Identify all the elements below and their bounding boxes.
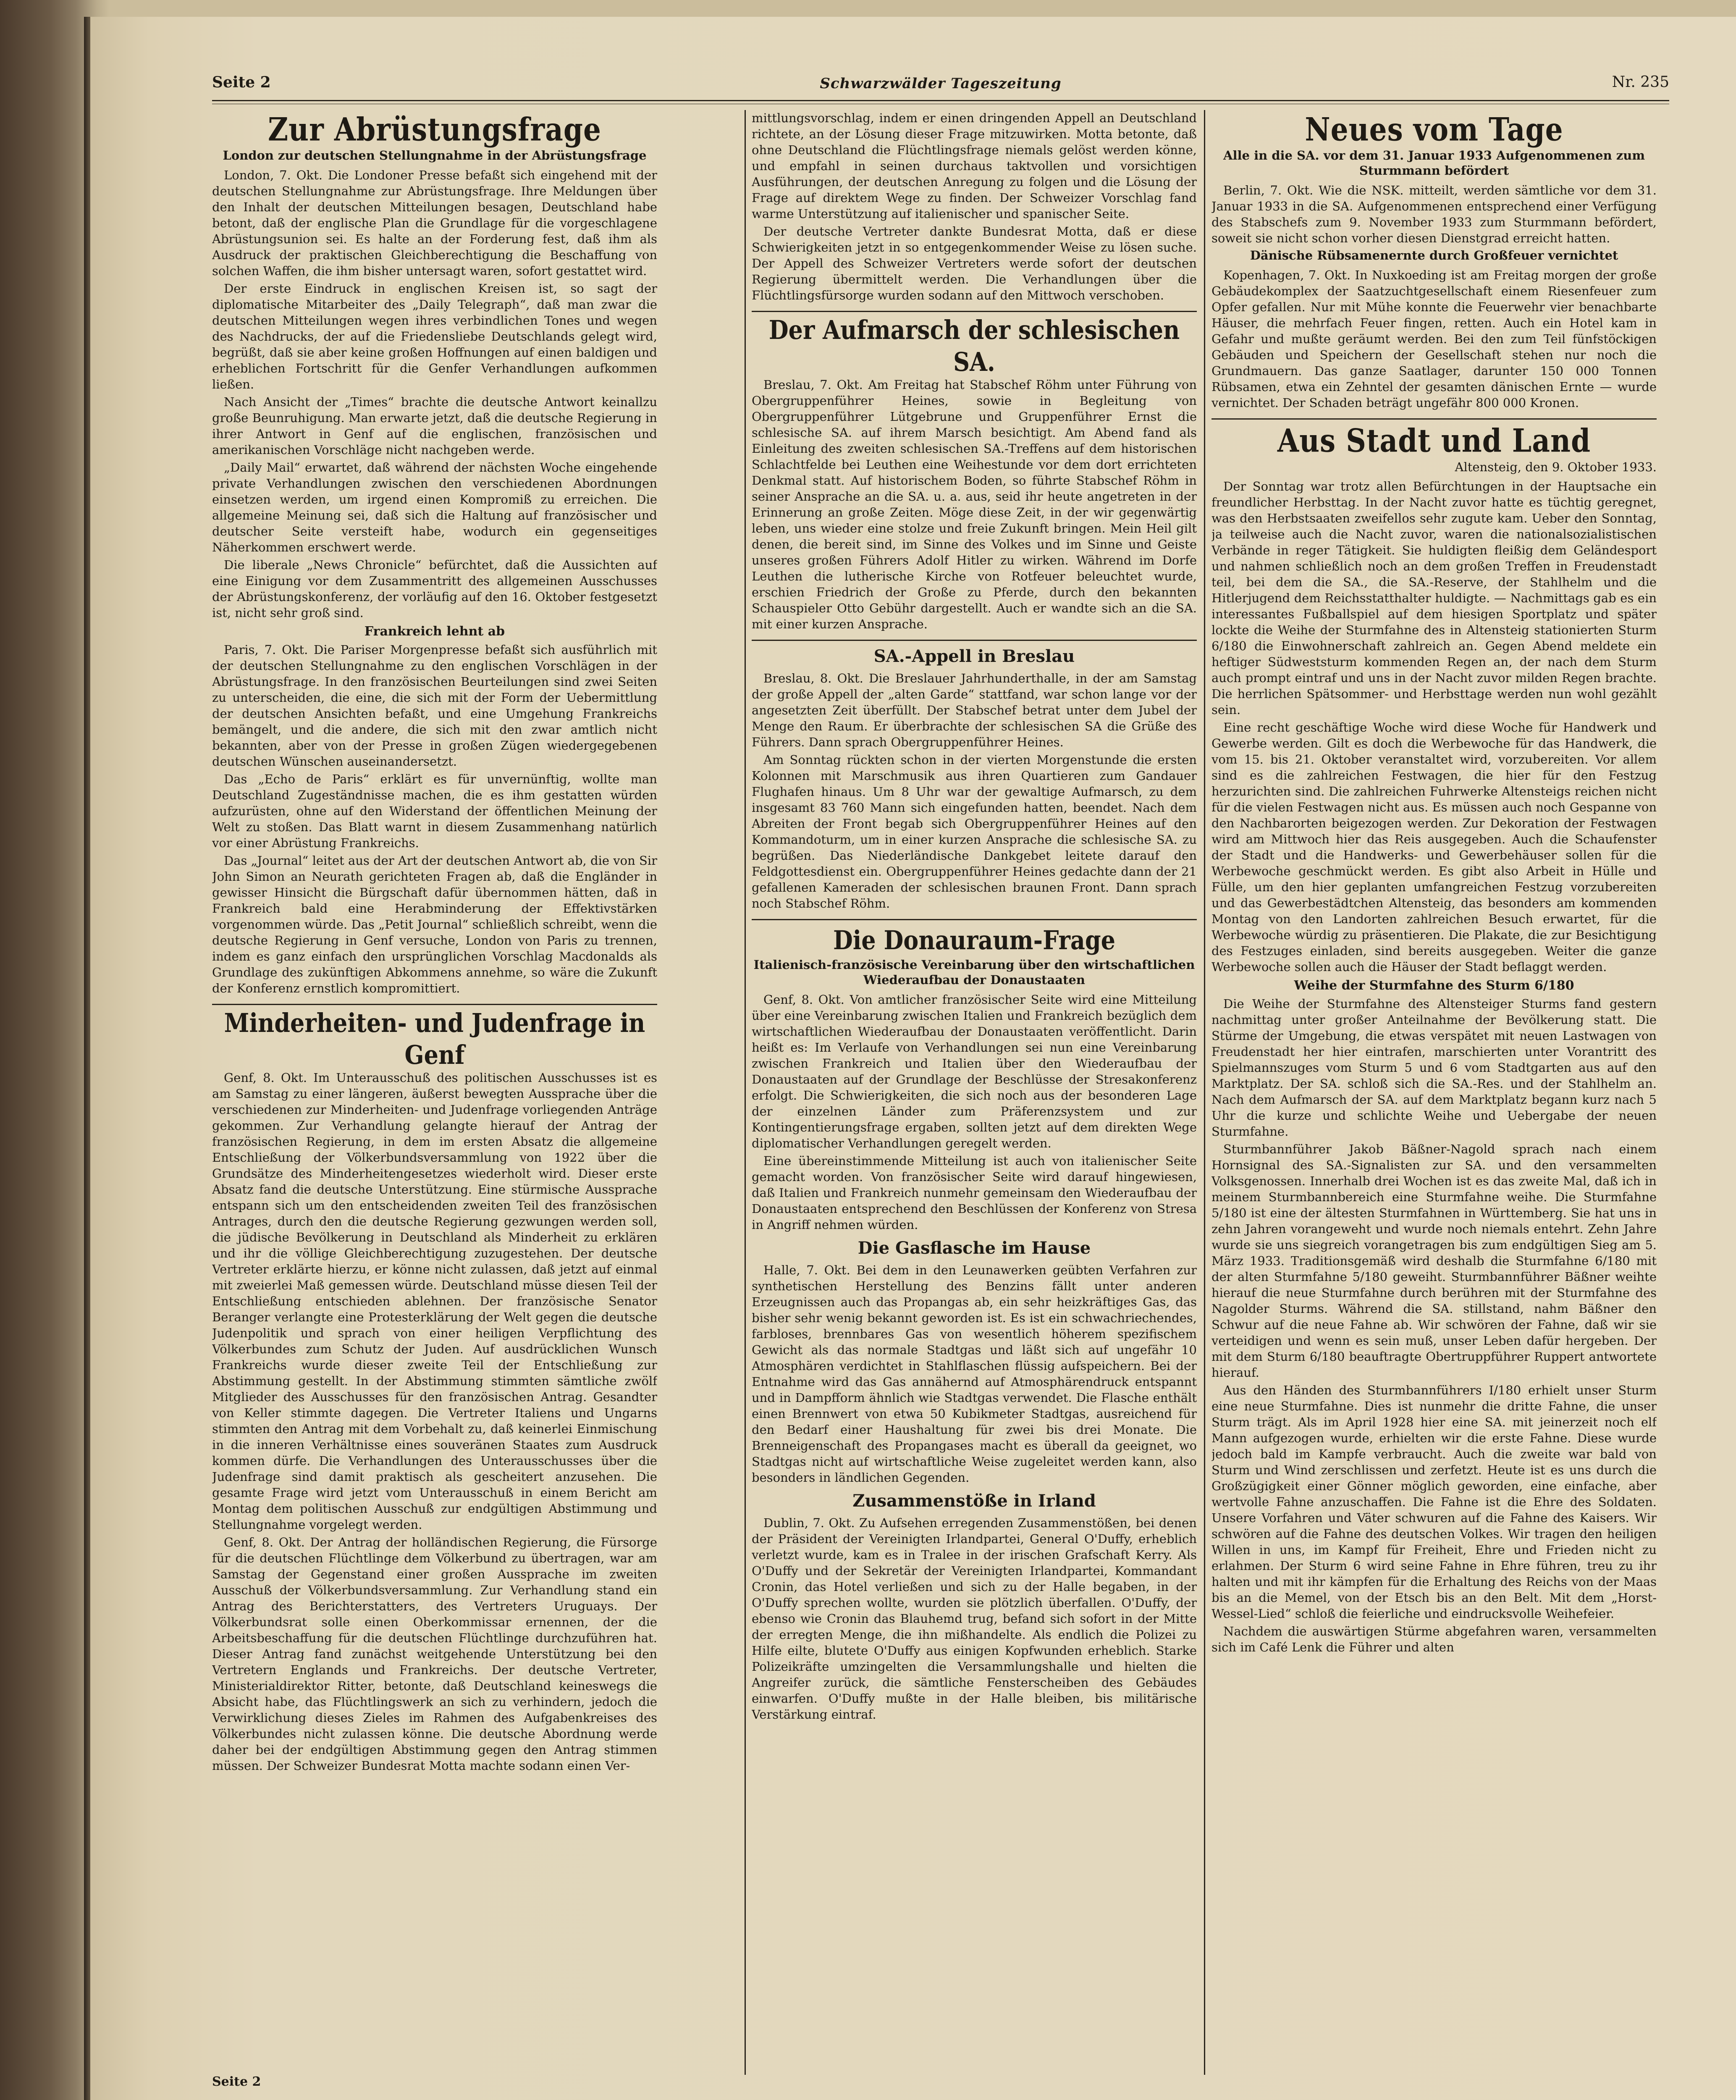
article-paragraph: Breslau, 8. Okt. Die Breslauer Jahrhunderthalle, in der am Samstag der große Appell der „alten Garde“ stattfand, war schon lange vor der angesetzten Zeit überfüllt. Der Stabschef betrat unter dem Jubel der Menge den Raum. Er überbrachte der schlesischen SA die Grüße des Führers. Dann sprach Obergruppenführer Heines.	[752, 671, 1197, 749]
column-2	[752, 110, 1197, 2077]
article-headline: Zur Abrüstungsfrage	[267, 110, 602, 148]
article-subheadline: Alle in die SA. vor dem 31. Januar 1933 Aufgenommenen zum Sturmmann befördert	[1223, 148, 1645, 178]
article-paragraph: Aus den Händen des Sturmbannführers I/180 erhielt unser Sturm eine neue Sturmfahne. Dies ist nunmehr die dritte Fahne, die unser Sturm trägt. Als im April 1928 hier eine SA. mit jeinerzeit noch elf Mann aufgezogen wurde, erhielten wir die erste Fahne. Diese wurde jedoch bald im Kampfe verbraucht. Auch die zweite war bald von Sturm und Wind zerschlissen und zerfetzt. Heute ist es uns durch die Großzügigkeit einer Gönner möglich geworden, eine einfache, aber wertvolle Fahne anzuschaffen. Die Fahne ist die Ehre des Soldaten. Unsere Vorfahren und Väter schwuren auf die Fahne des Kaisers. Wir schwören auf die Fahne des deutschen Volkes. Wir tragen den heiligen Willen in uns, im Kampf für Freiheit, Ehre und Frieden nicht zu erlahmen. Der Sturm 6 wird seine Fahne in Ehre führen, treu zu ihr halten und mit ihr kämpfen für die Erhaltung des Reichs von der Maas bis an die Memel, von der Etsch bis an den Belt. Mit dem „Horst-Wessel-Lied“ schloß die feierliche und eindrucksvolle Weihefeier.	[1212, 1383, 1657, 1621]
dateline-place: Altensteig, den 9. Oktober 1933.	[1455, 460, 1657, 474]
article-divider	[212, 1004, 657, 1005]
section-heading: Weihe der Sturmfahne des Sturm 6/180	[1294, 978, 1574, 993]
article-paragraph: Das „Echo de Paris“ erklärt es für unvernünftig, wollte man Deutschland Zugeständnisse machen, die es ihm gestatten würden aufzurüsten, ohne auf den Widerstand der öffentlichen Meinung der Welt zu stoßen. Das Blatt warnt in diesem Zusammenhang natürlich vor einer Abrüstung Frankreichs.	[212, 772, 657, 850]
article-paragraph: Genf, 8. Okt. Der Antrag der holländischen Regierung, die Fürsorge für die deutschen Flüchtlinge dem Völkerbund zu übertragen, war am Samstag der Gegenstand einer großen Aussprache im zweiten Ausschuß der Völkerbundsversammlung. Zur Verhandlung stand ein Antrag des Berichterstatters, des Vertreters Uruguays. Der Völkerbundsrat solle einen Oberkommissar ernennen, der die Arbeitsbeschaffung für die deutschen Flüchtlinge durchzuführen hat. Dieser Antrag fand zunächst weitgehende Unterstützung bei den Vertretern Englands und Frankreichs. Der deutsche Vertreter, Ministerialdirektor Ritter, betonte, daß Deutschland keineswegs die Absicht habe, das Flüchtlingswerk an sich zu verhindern, jedoch die Verwirklichung dieses Zieles im Rahmen des Aufgabenkreises des Völkerbundes nicht zulassen könne. Die deutsche Abordnung werde daher bei der endgültigen Abstimmung gegen den Antrag stimmen müssen. Der Schweizer Bundesrat Motta machte sodann einen Ver-	[212, 1535, 657, 1773]
article-divider	[752, 311, 1197, 312]
article-subheadline: London zur deutschen Stellungnahme in der Abrüstungsfrage	[223, 148, 647, 163]
article-paragraph: Dublin, 7. Okt. Zu Aufsehen erregenden Zusammenstößen, bei denen der Präsident der Vereinigten Irlandpartei, General O'Duffy, erheblich verletzt wurde, kam es in Tralee in der irischen Grafschaft Kerry. Als O'Duffy und der Sekretär der Vereinigten Irlandpartei, Kommandant Cronin, das Hotel verließen und sich zu der Halle begaben, in der O'Duffy sprechen wollte, wurden sie plötzlich überfallen. O'Duffy, der ebenso wie Cronin das Blauhemd trug, befand sich sofort in der Mitte der erregten Menge, die ihn mißhandelte. Als endlich die Polizei zu Hilfe eilte, blutete O'Duffy aus einigen Kopfwunden erheblich. Starke Polizeikräfte umzingelten die Versammlungshalle und hielten die Angreifer zurück, die sämtliche Fensterscheiben des Gebäudes einwarfen. O'Duffy mußte in der Halle bleiben, bis militärische Verstärkung eintraf.	[752, 1516, 1197, 1722]
column-3	[1212, 110, 1657, 2077]
newspaper-name: Schwarzwälder Tageszeitung	[820, 75, 1062, 92]
issue-number: Nr. 235	[1612, 74, 1669, 91]
article-paragraph: „Daily Mail“ erwartet, daß während der nächsten Woche eingehende private Verhandlungen zwischen den verschiedenen Abordnungen einsetzen werden, um irgend einen Kompromiß zu erreichen. Die allgemeine Meinung sei, daß sich die Haltung auf französischer und deutscher Seite versteift habe, wodurch ein gegenseitiges Näherkommen erschwert werde.	[212, 460, 657, 554]
section-heading: Frankreich lehnt ab	[364, 624, 505, 639]
article-paragraph: Breslau, 7. Okt. Am Freitag hat Stabschef Röhm unter Führung von Obergruppenführer Heines, sowie in Begleitung von Obergruppenführer Lütgebrune und Gruppenführer Ernst die schlesische SA. auf ihrem Marsch besichtigt. Am Abend fand als Einleitung des zweiten schlesischen SA.-Treffens auf dem historischen Schlachtfelde bei Leuthen eine Weihestunde vor dem dort errichteten Denkmal statt. Auf historischem Boden, so führte Stabschef Röhm in seiner Ansprache an die SA. u. a. aus, seid ihr heute angetreten in der Erinnerung an große Zeiten. Möge diese Zeit, in der wir gegenwärtig leben, uns wieder eine stolze und freie Zukunft bringen. Mein Heil gilt denen, die bereit sind, im Sinne des Volkes und im Sinne und Geiste unseres großen Führers Adolf Hitler zu wirken. Während im Dorfe Leuthen die lutherische Kirche von Rotfeuer beleuchtet wurde, erschien Friedrich der Große zu Pferde, durch den bekannten Schauspieler Otto Gebühr dargestellt. Auch er wandte sich an die SA. mit einer kurzen Ansprache.	[752, 378, 1197, 631]
column-divider	[1204, 110, 1205, 2075]
article-paragraph: Nachdem die auswärtigen Stürme abgefahren waren, versammelten sich im Café Lenk die Führer und alten	[1212, 1624, 1657, 1654]
article-paragraph: Der Sonntag war trotz allen Befürchtungen in der Hauptsache ein freundlicher Herbsttag. In der Nacht zuvor hatte es tüchtig geregnet, was den Herbstsaaten zweifellos sehr zugute kam. Ueber den Sonntag, ja teilweise auch die Nacht zuvor, waren die nationalsozialistischen Verbände in reger Tätigkeit. Sie huldigten fleißig dem Geländesport und nahmen schließlich noch an dem großen Treffen in Freudenstadt teil, bei dem die SA., die SA.-Reserve, der Stahlhelm und die Hitlerjugend dem Reichsstatthalter huldigte. — Nachmittags gab es ein interessantes Fußballspiel auf dem hiesigen Sportplatz und später lockte die Weihe der Sturmfahne des in Altensteig stationierten Sturm 6/180 die Einwohnerschaft zahlreich an. Gegen Abend meldete ein heftiger Südweststurm kommenden Regen an, der nach dem Sturm auch prompt eintraf und uns in der Nacht zuvor milden Regen brachte. Die herrlichen Spätsommer- und Herbsttage werden nun wohl gezählt sein.	[1212, 479, 1657, 717]
footer-page-number: Seite 2	[212, 2074, 261, 2089]
article-paragraph: Halle, 7. Okt. Bei dem in den Leunawerken geübten Verfahren zur synthetischen Herstellung des Benzins fällt unter anderen Erzeugnissen auch das Propangas ab, ein sehr heizkräftiges Gas, das bisher sehr wenig bekannt geworden ist. Es ist ein schwachriechendes, farbloses, brennbares Gas von wesentlich höherem spezifischem Gewicht als das normale Stadtgas und läßt sich auf ungefähr 10 Atmosphären verdichtet in Stahlflaschen flüssig aufspeichern. Bei der Entnahme wird das Gas annähernd auf Atmosphärendruck entspannt und in Dampfform ähnlich wie Stadtgas verwendet. Die Flasche enthält einen Brennwert von etwa 50 Kubikmeter Stadtgas, ausreichend für den Bedarf einer Haushaltung für zwei bis drei Monate. Die Brenneigenschaft des Propangases macht es überall da geeignet, wo Stadtgas nicht auf wirtschaftliche Weise zugeleitet werden kann, also besonders in ländlichen Gegenden.	[752, 1263, 1197, 1485]
article-paragraph: Am Sonntag rückten schon in der vierten Morgenstunde die ersten Kolonnen mit Marschmusik aus ihren Quartieren zum Gandauer Flughafen hinaus. Um 8 Uhr war der gewaltige Aufmarsch, zu dem insgesamt 83 760 Mann sich eingefunden hatten, beendet. Nach dem Abreiten der Front begab sich Obergruppenführer Heines auf den Kommandoturm, um in einer kurzen Ansprache die schlesische SA. zu begrüßen. Das Niederländische Dankgebet leitete darauf den Feldgottesdienst ein. Obergruppenführer Heines gedachte dann der 21 gefallenen Kameraden der schlesischen braunen Front. Dann sprach noch Stabschef Röhm.	[752, 753, 1197, 911]
article-paragraph: Der deutsche Vertreter dankte Bundesrat Motta, daß er diese Schwierigkeiten jetzt in so entgegenkommender Weise zu lösen suche. Der Appell des Schweizer Vertreters werde sofort der deutschen Regierung übermittelt werden. Die Verhandlungen über die Flüchtlingsfürsorge wurden sodann auf den Mittwoch verschoben.	[752, 224, 1197, 302]
article-paragraph: Die Weihe der Sturmfahne des Altensteiger Sturms fand gestern nachmittag unter großer Anteilnahme der Bevölkerung statt. Die Stürme der Umgebung, die etwas verspätet mit neuen Lastwagen von Freudenstadt her hier eintrafen, marschierten unter Vorantritt des Spielmannszuges vom Sturm 5 und 6 vom Stadtgarten aus auf den Marktplatz. Der SA. schloß sich die SA.-Res. und der Stahlhelm an. Nach dem Aufmarsch der SA. auf dem Marktplatz begann kurz nach 5 Uhr die kurze und schlichte Weihe und Uebergabe der neuen Sturmfahne.	[1212, 997, 1657, 1139]
article-paragraph: Die liberale „News Chronicle“ befürchtet, daß die Aussichten auf eine Einigung vor dem Zusammentritt des allgemeinen Ausschusses der Abrüstungskonferenz, der vorläufig auf den 16. Oktober festgesetzt ist, nicht sehr groß sind.	[212, 558, 657, 620]
section-headline: Neues vom Tage	[1305, 110, 1563, 148]
page-number: Seite 2	[212, 74, 271, 91]
column-divider	[745, 110, 746, 2075]
article-paragraph: Genf, 8. Okt. Von amtlicher französischer Seite wird eine Mitteilung über eine Vereinbarung zwischen Italien und Frankreich bezüglich dem wirtschaftlichen Wiederaufbau der Donaustaaten veröffentlicht. Darin heißt es: Im Verlaufe von Verhandlungen sei nun eine Vereinbarung zwischen Frankreich und Italien über den Wiederaufbau der Donaustaaten auf der Grundlage der Beschlüsse der Stresakonferenz erfolgt. Die Schwierigkeiten, die sich noch aus der besonderen Lage der einzelnen Länder zum Präferenzsystem und zur Kontingentierungsfrage ergaben, sollten jetzt auf dem direkten Wege diplomatischer Verhandlungen geregelt werden.	[752, 992, 1197, 1150]
article-paragraph: Genf, 8. Okt. Im Unterausschuß des politischen Ausschusses ist es am Samstag zu einer längeren, äußerst bewegten Aussprache über die verschiedenen zur Minderheiten- und Judenfrage vorliegenden Anträge gekommen. Zur Verhandlung gelangte hierauf der Antrag der französischen Regierung, in dem im ersten Absatz die allgemeine Entschließung der Völkerbundsversammlung von 1922 über die Grundsätze des Minderheitengesetzes wiederholt wird. Dieser erste Absatz fand die deutsche Unterstützung. Eine stürmische Aussprache entspann sich um den entscheidenden zweiten Teil des französischen Antrages, durch den die deutsche Regierung gezwungen werden soll, die jüdische Bevölkerung in Deutschland als Minderheit zu erklären und ihr die völlige Gleichberechtigung zuzugestehen. Der deutsche Vertreter erklärte hierzu, er könne nicht zulassen, daß jetzt auf einmal mit zweierlei Maß gemessen würde. Deutschland müsse diesen Teil der Entschließung entschieden ablehnen. Der französische Senator Beranger verlangte eine Protesterklärung der Welt gegen die deutsche Judenpolitik und sprach von einer heiligen Verpflichtung des Völkerbundes zum Schutz der Juden. Auf ausdrücklichen Wunsch Frankreichs wurde dieser zweite Teil der Entschließung zur Abstimmung gestellt. In der Abstimmung stimmten sämtliche zwölf Mitglieder des Ausschusses für den französischen Antrag. Gesandter von Keller stimmte dagegen. Die Vertreter Italiens und Ungarns stimmten den Antrag mit dem Vorbehalt zu, daß keinerlei Einmischung in die inneren Verhältnisse eines souveränen Staates zum Ausdruck kommen dürfe. Die Verhandlungen des Unterausschusses über die Judenfrage sind damit praktisch als gescheitert anzusehen. Die gesamte Frage wird jetzt vom Unterausschuß in einem Bericht am Montag dem politischen Ausschuß zur endgültigen Abstimmung und Stellungnahme vorgelegt werden.	[212, 1071, 657, 1532]
article-paragraph: Paris, 7. Okt. Die Pariser Morgenpresse befaßt sich ausführlich mit der deutschen Stellungnahme zu den englischen Vorschlägen in der Abrüstungsfrage. In den französischen Beurteilungen sind zwei Seiten zu unterscheiden, die eine, die sich mit der Form der Uebermittlung der deutschen Ansichten befaßt, und eine Umgehung Frankreichs bemängelt, und die andere, die sich mit den zwar amtlich nicht bekannten, aber von der Presse in großen Zügen wiedergegebenen deutschen Wünschen auseinandersetzt.	[212, 643, 657, 769]
header-rule	[212, 100, 1669, 104]
section-headline: Aus Stadt und Land	[1277, 422, 1591, 459]
page-header	[212, 74, 1669, 103]
article-paragraph: Berlin, 7. Okt. Wie die NSK. mitteilt, werden sämtliche vor dem 31. Januar 1933 in die SA. Aufgenommenen entsprechend einer Verfügung des Stabschefs zum 9. November 1933 zum Sturmmann befördert, soweit sie nicht schon vorher diesen Dienstgrad erreicht hatten.	[1212, 183, 1657, 245]
article-paragraph: Nach Ansicht der „Times“ brachte die deutsche Antwort keinallzu große Beunruhigung. Man erwarte jetzt, daß die deutsche Regierung in ihrer Antwort in Genf auf die englischen, französischen und amerikanischen Vorschläge nicht nachgeben werde.	[212, 395, 657, 457]
article-paragraph: Das „Journal“ leitet aus der Art der deutschen Antwort ab, die von Sir John Simon an Neurath gerichteten Fragen ab, daß die Engländer in gewisser Hinsicht die Bürgschaft dafür übernommen hätten, daß in Frankreich bald eine Herabminderung der Effektivstärken vorgenommen würde. Das „Petit Journal“ schließlich schreibt, wenn die deutsche Regierung in Genf versuche, London von Paris zu trennen, indem es ganz einfach den ursprünglichen Vorschlag Macdonalds als Grundlage des zukünftigen Abkommens annehme, so wäre die Zukunft der Konferenz ernstlich kompromittiert.	[212, 853, 657, 995]
article-paragraph: Kopenhagen, 7. Okt. In Nuxkoeding ist am Freitag morgen der große Gebäudekomplex der Saatzuchtgesellschaft einem Riesenfeuer zum Opfer gefallen. Nur mit Mühe konnte die Feuerwehr vier benachbarte Häuser, die mehrfach Feuer fingen, retten. Auch ein Hotel kam in Gefahr und mußte geräumt werden. Bei den zum Teil fünfstöckigen Gebäuden und Speichern der Gesellschaft stehen nur noch die Grundmauern. Das ganze Saatlager, darunter 150 000 Tonnen Rübsamen, etwa ein Zehntel der gesamten dänischen Ernte — wurde vernichtet. Der Schaden beträgt ungefähr 800 000 Kronen.	[1212, 268, 1657, 410]
article-paragraph: Eine übereinstimmende Mitteilung ist auch von italienischer Seite gemacht worden. Von französischer Seite wird darauf hingewiesen, daß Italien und Frankreich nunmehr gemeinsam den Wiederaufbau der Donaustaaten entsprechend den Beschlüssen der Konferenz von Stresa in Angriff nehmen würden.	[752, 1154, 1197, 1232]
article-headline: SA.-Appell in Breslau	[873, 646, 1075, 666]
article-paragraph: Eine recht geschäftige Woche wird diese Woche für Handwerk und Gewerbe werden. Gilt es doch die Werbewoche für das Handwerk, die vom 15. bis 21. Oktober veranstaltet wird, vorzubereiten. Vor allem sind es die zahlreichen Festwagen, die hier für den Festzug herzurichten sind. Die zahlreichen Fuhrwerke Altensteigs reichen nicht für die vielen Festwagen nicht aus. Es müssen auch noch Gespanne von den Nachbarorten beigezogen werden. Zur Dekoration der Festwagen wird am Mittwoch hier das Reis ausgegeben. Auch die Schaufenster der Stadt und die Handwerks- und Gewerbehäuser sollen für die Werbewoche geschmückt werden. Es gibt also Arbeit in Hülle und Fülle, um den hier geplanten umfangreichen Festzug vorzubereiten und das Gewerbestädtchen Altensteig, das besonders am kommenden Montag von den Landorten zahlreichen Besuch erwartet, für die Werbewoche würdig zu präsentieren. Die Plakate, die zur Besichtigung des Festzuges einladen, sind bereits ausgegeben. Weiter die ganze Werbewoche sollen auch die Häuser der Stadt beflaggt werden.	[1212, 720, 1657, 974]
article-headline: Die Donauraum-Frage	[833, 924, 1116, 956]
article-subheadline: Dänische Rübsamenernte durch Großfeuer vernichtet	[1250, 248, 1618, 262]
article-headline: Zusammenstöße in Irland	[852, 1491, 1096, 1511]
article-paragraph: Der erste Eindruck in englischen Kreisen ist, so sagt der diplomatische Mitarbeiter des „Daily Telegraph“, daß man zwar die deutschen Mitteilungen wegen ihres verbindlichen Tones und wegen des Nachdrucks, der auf die Friedensliebe Deutschlands gelegt wird, begrüßt, daß sie aber keine großen Hoffnungen auf einen baldigen und erheblichen Fortschritt für die Genfer Verhandlungen aufkommen ließen.	[212, 281, 657, 391]
article-headline: Die Gasflasche im Hause	[858, 1238, 1091, 1258]
article-paragraph: Sturmbannführer Jakob Bäßner-Nagold sprach nach einem Hornsignal des SA.-Signalisten zur SA. und den versammelten Volksgenossen. Innerhalb drei Wochen ist es das zweite Mal, daß ich in meinem Sturmbannbereich eine Sturmfahne weihe. Die Sturmfahne 5/180 ist eine der ältesten Sturmfahnen in Württemberg. Sie hat uns in zehn Jahren vorangeweht und wurde noch niemals entehrt. Zehn Jahre wurde sie uns siegreich vorangetragen bis zum endgültigen Sieg am 5. März 1933. Traditionsgemäß wird deshalb die Sturmfahne 6/180 mit der alten Sturmfahne 5/180 geweiht. Sturmbannführer Bäßner weihte hierauf die neue Sturmfahne durch berühren mit der Sturmfahne des Nagolder Sturms. Während die SA. stillstand, nahm Bäßner den Schwur auf die neue Fahne ab. Wir schwören der Fahne, daß wir sie verteidigen und wenn es sein muß, unser Leben dafür hergeben. Der mit dem Sturm 6/180 beauftragte Obertruppführer Ruppert antwortete hierauf.	[1212, 1142, 1657, 1380]
article-headline: Minderheiten- und Judenfrage in Genf	[224, 1007, 645, 1070]
article-divider	[752, 919, 1197, 920]
article-divider	[1212, 418, 1657, 420]
article-divider	[752, 640, 1197, 641]
article-headline: Der Aufmarsch der schlesischen SA.	[768, 314, 1180, 377]
article-paragraph: London, 7. Okt. Die Londoner Presse befaßt sich eingehend mit der deutschen Stellungnahme zur Abrüstungsfrage. Ihre Meldungen über den Inhalt der deutschen Mitteilungen besagen, Deutschland habe betont, daß der englische Plan die Grundlage für die vorgeschlagene Abrüstungsunion sei. Es halte an der Forderung fest, daß ihm als Ausdruck der praktischen Gleichberechtigung die Beschaffung von solchen Waffen, die ihm bisher untersagt waren, sofort gestattet wird.	[212, 168, 657, 278]
article-subheadline: Italienisch-französische Vereinbarung über den wirtschaftlichen Wiederaufbau der Donaustaaten	[753, 958, 1195, 987]
article-paragraph: mittlungsvorschlag, indem er einen dringenden Appell an Deutschland richtete, an der Lösung dieser Frage mitzuwirken. Motta betonte, daß ohne Deutschland die Flüchtlingsfrage niemals gelöst werden könne, und empfahl in seinen durchaus taktvollen und vorsichtigen Ausführungen, der deutschen Anregung zu folgen und die Lösung der Frage auf direktem Wege zu finden. Der Schweizer Vorschlag fand warme Unterstützung auf italienischer und spanischer Seite.	[752, 111, 1197, 221]
column-1	[212, 110, 657, 2077]
